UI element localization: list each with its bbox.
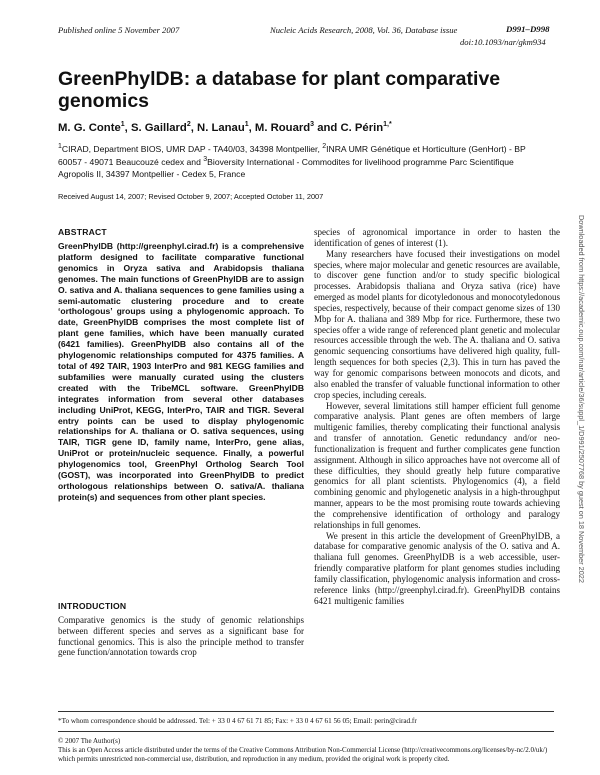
- author-affiliation-mark: 3: [310, 121, 315, 129]
- correspondence-footnote: *To whom correspondence should be addressed. Tel: + 33 0 4 67 61 71 85; Fax: + 33 0 4 67 61 56 05; Email: perin@cirad.fr: [58, 717, 417, 725]
- affiliation-mark: 2: [322, 143, 327, 151]
- affiliation-mark: 3: [203, 155, 208, 163]
- license-text: This is an Open Access article distributed under the terms of the Creative Commons Attribution Non-Commercial License (http://creativecommons.org/licenses/by-nc/2.0/uk/) which permits unrestricted non-commercial use, distribution, and reproduction in any medium, provided the original work is properly cited.: [58, 746, 548, 763]
- download-watermark: [574, 215, 592, 625]
- affiliations: [58, 143, 538, 181]
- publication-date: Published online 5 November 2007: [58, 25, 180, 35]
- copyright-line: © 2007 The Author(s): [58, 737, 121, 745]
- author-name: C. Périn: [340, 122, 384, 134]
- author-name: N. Lanau: [197, 122, 245, 134]
- affiliation-mark: 1: [58, 143, 62, 151]
- author-affiliation-mark: 1: [120, 121, 125, 129]
- abstract-heading: ABSTRACT: [58, 227, 107, 237]
- author-name: S. Gaillard: [130, 122, 187, 134]
- copyright-notice: [58, 737, 558, 764]
- doi[interactable]: doi:10.1093/nar/gkm934: [460, 37, 546, 47]
- body-paragraph: Many researchers have focused their investigations on model species, where major molecular and genetic resources are available, to discover gene function and/or to study specific biological processes. Arabidopsis thaliana and Oryza sativa (rice) have emerged as model plants for dicotyledonous and monocotyledonous species, respectively, because of their compact genome sizes of 130 Mbp for A. thaliana and 389 Mbp for rice. Furthermore, these two species offer a wide range of referenced plant genetic and molecular resources accessible through the web. The A. thaliana and O. sativa genomic sequencing consortiums have delivered high quality, full-length sequences for both species (2,3). This in turn has paved the way for genomic comparisons between monocots and dicots, and also enabled the transfer of valuable functional information to other crop species, including cereals.: [314, 248, 560, 400]
- abstract-paragraph: GreenPhylDB (http://greenphyl.cirad.fr) is a comprehensive platform designed to facilitate comparative functional genomics in Oryza sativa and Arabidopsis thaliana genomes. The main functions of GreenPhylDB are to assign O. sativa and A. thaliana sequences to gene families using a semi-automatic clustering procedure and to create ‘orthologous’ groups using a phylogenomic approach. To date, GreenPhylDB comprises the most complete list of plant gene families, which have been manually curated (6421 families). GreenPhylDB also contains all of the phylogenomic relationships computed for 4375 families. A total of 492 TAIR, 1903 InterPro and 981 KEGG families and subfamilies were manually curated using the clusters created with the TribeMCL software. GreenPhylDB integrates information from several other databases including UniProt, KEGG, InterPro, TAIR and TIGR. Several entry points can be used to display phylogenomic relationships for A. thaliana or O. sativa sequences, using TAIR, TIGR gene ID, family name, InterPro, gene alias, UniProt or protein/nucleic sequence. Finally, a powerful phylogenomics tool, GreenPhyl Ortholog Search Tool (GOST), was incorporated into GreenPhylDB to predict orthologous relationships between O. sativa/A. thaliana protein(s) and sequences from other plant species.: [58, 241, 304, 502]
- author-name: M. G. Conte: [58, 122, 121, 134]
- affiliation-text: CIRAD, Department BIOS, UMR DAP - TA40/03, 34398 Montpellier,: [61, 144, 323, 154]
- copyright-divider: [58, 731, 554, 732]
- author-list: M. G. Conte$^1$, S. Gaillard$^2$, N. Lanau$^1$, M. Rouard$^3$ and C. Périn$^{1,*}$: [58, 121, 392, 134]
- body-paragraph: We present in this article the development of GreenPhylDB, a database for comparative genomic analysis of the O. sativa and A. thaliana full genomes. GreenPhylDB is a web accessible, user-friendly comparative platform for plant genomes studies including family classification, phylogenomic analysis information and cross-reference links (http://greenphyl.cirad.fr). GreenPhylDB contains 6421 multigenic families: [314, 530, 560, 606]
- author-affiliation-mark: 2: [186, 121, 191, 129]
- footnote-divider: [58, 711, 554, 712]
- body-paragraph: species of agronomical importance in order to hasten the identification of genes of interest (1).: [314, 227, 560, 248]
- affiliation-text: Bioversity International - Commodites for livelihood programme Parc Scientifique Agropolis II, 34397 Montpellier - Cedex 5, France: [58, 156, 514, 180]
- author-name: M. Rouard: [254, 122, 311, 134]
- introduction-heading: INTRODUCTION: [58, 601, 127, 611]
- affiliation-text: INRA UMR Génétique et Horticulture (GenHort) - BP 60057 - 49071 Beaucouzé cedex and: [58, 144, 526, 167]
- page-range: D991–D998: [506, 24, 550, 34]
- author-affiliation-mark: 1,*: [383, 121, 392, 129]
- author-affiliation-mark: 1: [244, 121, 249, 129]
- right-column-text: [314, 227, 560, 607]
- introduction-text: [58, 615, 304, 658]
- download-watermark-text: Downloaded from https://academic.oup.com/nar/article/36/suppl_1/D991/2507768 by guest on 18 November 2022: [577, 215, 586, 583]
- abstract-text: [58, 241, 304, 503]
- introduction-paragraph: Comparative genomics is the study of genomic relationships between different species and serves as a significant base for functional genomics. This is also the principle method to transfer gene function/annotation towards crop: [58, 615, 304, 658]
- article-title: GreenPhylDB: a database for plant comparative genomics: [58, 68, 501, 112]
- body-paragraph: However, several limitations still hamper efficient full genome comparative analysis. Plant genes are often members of large multigenic families, thereby complicating their functional analysis and transfer of annotation. Genetic redundancy and/or neo-functionalization is frequent and further complicates gene function assignment. Although in silico approaches have not overcome all of these difficulties, they should greatly help future comparative genomics for all plant scientists. Phylogenomics (4), a field combining genomic and phylogenetic analysis in a high-throughput manner, appears to be the most promising route towards achieving the comprehensive identification of orthology and paralogy relationships in full genomes.: [314, 400, 560, 530]
- submission-dates: Received August 14, 2007; Revised October 9, 2007; Accepted October 11, 2007: [58, 192, 324, 201]
- journal-citation: Nucleic Acids Research, 2008, Vol. 36, Database issue: [270, 25, 458, 35]
